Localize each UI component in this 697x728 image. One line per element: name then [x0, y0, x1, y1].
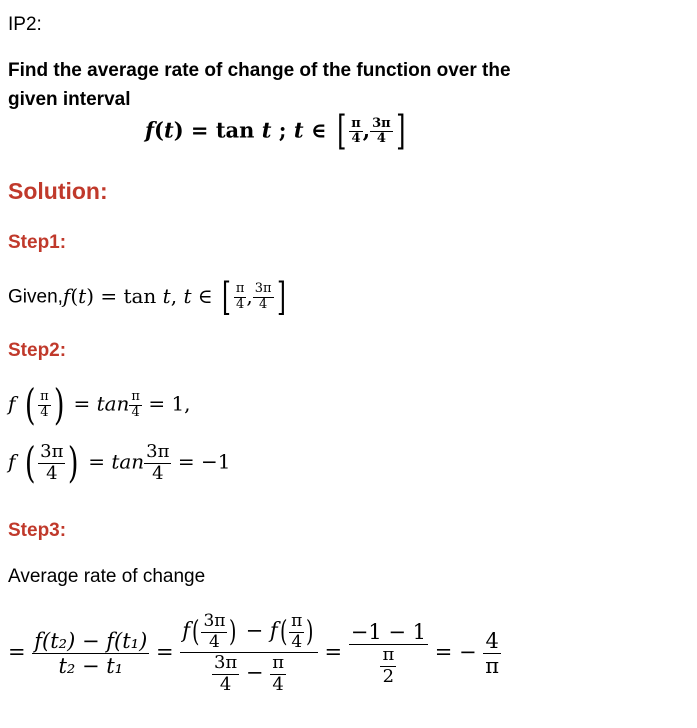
question-line-1: Find the average rate of change of the function over the	[8, 60, 511, 81]
interval-lower-fraction	[349, 117, 363, 148]
eq2-arg-den: 4	[46, 462, 58, 484]
solution-heading: Solution:	[8, 178, 108, 204]
interval-upper-den: 4	[376, 131, 386, 147]
eq1-tan-num: π	[131, 388, 140, 404]
sub-den-num-1: 3π	[213, 652, 238, 674]
given-func-var: t	[78, 283, 87, 308]
eq2-tan: tan	[111, 449, 145, 474]
interval-lower-num: π	[351, 115, 361, 131]
simplified-den	[349, 645, 428, 687]
eq2-tan-den: 4	[152, 462, 164, 484]
problem-id: IP2:	[8, 14, 42, 35]
eq1-func-name: f	[8, 391, 16, 416]
rate-substitution-fraction	[180, 612, 318, 695]
sub-func-name-2: f	[269, 618, 278, 643]
sub-den-den-2: 4	[272, 673, 284, 695]
question-line-2: given interval	[8, 89, 131, 110]
rate-formula-num: f(t₂) − f(t₁)	[34, 629, 148, 654]
sub-left-paren-2: (	[279, 614, 288, 649]
given-element-of: ∈	[197, 283, 213, 308]
interval-left-bracket: [	[336, 108, 347, 154]
func-rhs: tan	[215, 117, 255, 143]
sub-right-paren-1: )	[229, 614, 237, 649]
sub-arg-den-2: 4	[291, 631, 303, 652]
rate-formula-fraction	[32, 629, 149, 678]
eq2-tan-num: 3π	[146, 441, 170, 462]
eq1-arg-den: 4	[40, 404, 49, 420]
step3-equation: = $\frac{\text{f(t₂) − f(t₁)}}{\text{t₂ − t₁}}$ = f( $\frac{3\pi}{4}$ ) − f( $\frac{\pi}{4}$ ) $\frac{3\pi}{4}$ − $\frac{\pi}{4}$ = $\frac{-1 - 1}{\frac{\pi}{2}}$ = − $\frac{4}{\pi}$	[8, 611, 500, 695]
eq1-tan-fraction	[129, 390, 142, 421]
given-upper-fraction	[253, 282, 274, 313]
result-den: π	[485, 654, 500, 679]
eq2-arg-num: 3π	[40, 441, 64, 462]
given-lower-fraction	[234, 282, 247, 313]
sub-arg-num-2: π	[291, 611, 303, 631]
function-statement: f(t) = tan t ; t ∈ [ $\frac{\pi}{4}$ , $\frac{3\pi}{4}$ ]	[145, 108, 406, 154]
simplified-den-num: π	[382, 644, 395, 666]
func-name: f	[145, 117, 155, 143]
interval-upper-num: 3π	[372, 115, 391, 131]
given-right-bracket: ]	[276, 275, 286, 319]
eq2-left-paren: (	[24, 438, 36, 488]
sub-arg-den-1: 4	[209, 631, 220, 652]
element-of-symbol: ∈	[310, 117, 327, 143]
eq2-value: −1	[200, 449, 231, 474]
sub-den-num-2: π	[272, 652, 285, 674]
given-tan-var: t	[162, 283, 171, 308]
eq1-tan: tan	[96, 391, 130, 416]
result-fraction	[483, 629, 501, 678]
result-num: 4	[483, 629, 501, 654]
sub-arg-fraction-1	[201, 612, 227, 652]
sub-den-den-1: 4	[219, 673, 232, 695]
step3-text: Average rate of change	[8, 566, 206, 587]
rate-formula-den: t₂ − t₁	[58, 654, 124, 679]
interval-upper-fraction	[370, 117, 393, 148]
sub-den-fraction-1	[212, 653, 239, 695]
sub-right-paren-2: )	[306, 614, 314, 649]
sub-den-fraction-2	[270, 653, 286, 695]
sub-arg-fraction-2	[289, 612, 304, 652]
sub-func-name-1: f	[182, 618, 190, 643]
interval-right-bracket: ]	[395, 108, 406, 154]
func-rhs-var: t	[261, 117, 272, 143]
eq2-func-name: f	[8, 449, 16, 474]
given-label: Given,	[8, 286, 63, 308]
step2-equation-2: f ( $\frac{3\pi}{4}$ ) = tan $\frac{3\pi}{4}$ = −1	[8, 438, 231, 488]
simplified-den-fraction	[380, 645, 396, 687]
given-upper-num: 3π	[254, 280, 272, 296]
rate-substitution-num: f( $\frac{3\pi}{4}$ ) − f( $\frac{\pi}{4}$ )	[180, 612, 318, 653]
eq1-arg-fraction	[38, 390, 51, 421]
simplified-fraction	[349, 620, 428, 688]
result-sign: −	[458, 640, 477, 665]
step1-label: Step1:	[8, 232, 67, 253]
interval-lower-den: 4	[351, 131, 361, 147]
given-tan: tan	[123, 283, 157, 308]
given-func-name: f	[62, 283, 71, 308]
step2-equation-1: f ( $\frac{\pi}{4}$ ) = tan $\frac{\pi}{4}$ = 1,	[8, 380, 191, 429]
given-interval-var: t	[183, 283, 192, 308]
eq2-tan-fraction	[144, 442, 171, 484]
rate-substitution-den: $\frac{3\pi}{4}$ − $\frac{\pi}{4}$	[213, 652, 285, 695]
eq2-arg-fraction	[38, 442, 65, 484]
step1-given-line: Given,f(t) = tan t, t ∈ [ $\frac{\pi}{4}$ , $\frac{3\pi}{4}$ ]	[8, 275, 286, 319]
sub-left-paren-1: (	[192, 614, 200, 649]
eq2-right-paren: )	[68, 438, 79, 488]
eq1-arg-num: π	[40, 388, 49, 404]
func-var: t	[163, 117, 174, 143]
eq1-right-paren: )	[53, 380, 65, 429]
given-lower-num: π	[235, 280, 245, 296]
given-upper-den: 4	[259, 296, 268, 312]
given-left-bracket: [	[221, 275, 231, 319]
step2-label: Step2:	[8, 340, 67, 361]
simplified-num: −1 − 1	[350, 619, 427, 644]
eq1-left-paren: (	[24, 380, 36, 429]
given-lower-den: 4	[235, 296, 245, 312]
eq1-value: 1,	[171, 391, 191, 416]
sub-arg-num-1: 3π	[203, 611, 226, 631]
eq1-tan-den: 4	[131, 404, 140, 420]
step3-label: Step3:	[8, 520, 67, 541]
simplified-den-den: 2	[382, 665, 395, 687]
interval-var: t	[293, 117, 304, 143]
